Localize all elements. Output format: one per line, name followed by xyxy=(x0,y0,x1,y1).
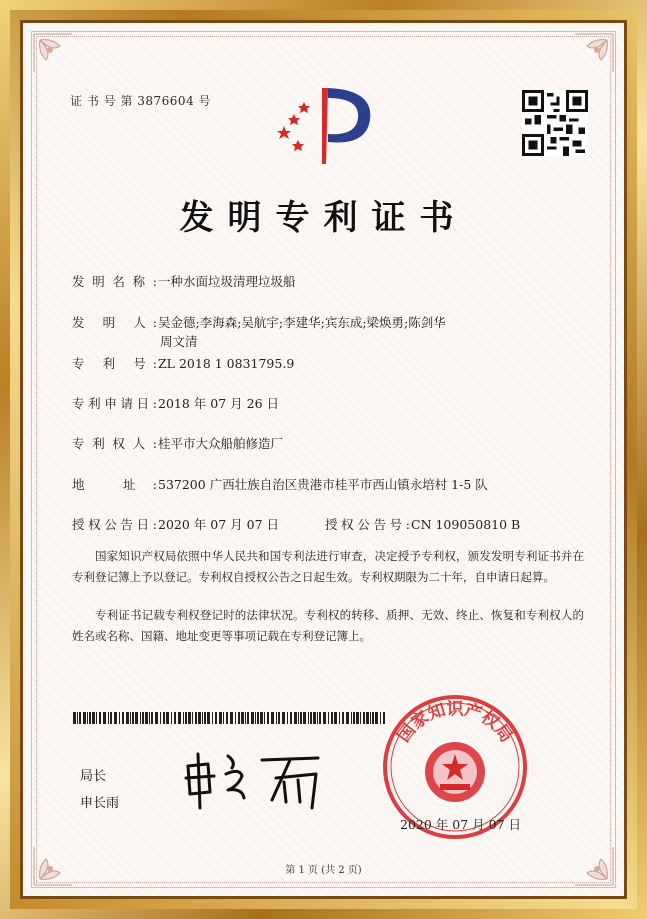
cnipa-logo-icon xyxy=(276,84,382,168)
svg-text:国家知识产权局 xyxy=(394,699,516,746)
corner-ornament-icon xyxy=(32,827,92,887)
inventors-continued: 周文清 xyxy=(160,334,198,349)
signatory-name: 申长雨 xyxy=(80,796,120,811)
invention-name-label: 发明名称: xyxy=(72,274,158,289)
body-paragraph-1: 国家知识产权局依照中华人民共和国专利法进行审查，决定授予专利权，颁发发明专利证书并在专利登记簿上予以登记。专利权自授权公告之日起生效。专利权期限为二十年，自申请日起算。 xyxy=(72,549,584,584)
patentee: 桂平市大众船舶修造厂 xyxy=(158,436,284,451)
filing-date-label: 专利申请日: xyxy=(72,396,158,411)
patent-number: ZL 2018 1 0831795.9 xyxy=(158,356,295,371)
patent-number-row xyxy=(72,354,294,372)
barcode-icon xyxy=(73,712,385,724)
grant-number-label: 授权公告号: xyxy=(325,517,411,532)
seal-date: 2020 年 07 月 07 日 xyxy=(400,817,521,832)
patent-number-label: 专 利 号: xyxy=(72,356,158,371)
filing-date-row xyxy=(72,394,279,412)
filing-date: 2018 年 07 月 26 日 xyxy=(158,396,279,411)
address: 537200 广西壮族自治区贵港市桂平市西山镇永培村 1-5 队 xyxy=(158,477,488,492)
address-label: 地 址: xyxy=(72,477,158,492)
inventors-row xyxy=(72,313,446,331)
inventors-label: 发 明 人: xyxy=(72,315,158,330)
certificate-title: 发明专利证书 xyxy=(179,198,468,238)
certificate-number: 证 书 号 第 3876604 号 xyxy=(70,94,212,108)
invention-name: 一种水面垃圾清理垃圾船 xyxy=(158,274,296,289)
handwritten-signature xyxy=(180,738,330,818)
patentee-row xyxy=(72,434,283,452)
invention-name-row xyxy=(72,272,296,290)
body-paragraph-2: 专利证书记载专利权登记时的法律状况。专利权的转移、质押、无效、终止、恢复和专利权人的姓名或名称、国籍、地址变更等事项记载在专利登记簿上。 xyxy=(72,608,584,643)
patentee-label: 专利权人: xyxy=(72,436,158,451)
corner-ornament-icon xyxy=(555,32,615,92)
grant-date-label: 授权公告日: xyxy=(72,517,158,532)
seal-text: 国家知识产权局 xyxy=(393,699,517,747)
qr-code-icon xyxy=(522,90,588,156)
inventors: 吴金德;李海森;吴航宇;李建华;宾东成;梁焕勇;陈剑华 xyxy=(158,315,446,330)
page-number: 第 1 页 (共 2 页) xyxy=(285,865,362,876)
corner-ornament-icon xyxy=(32,32,92,92)
grant-date: 2020 年 07 月 07 日 xyxy=(158,517,279,532)
signatory-title: 局长 xyxy=(80,769,107,784)
grant-date-row xyxy=(72,515,279,533)
address-row xyxy=(72,475,488,493)
corner-ornament-icon xyxy=(555,827,615,887)
grant-number: CN 109050810 B xyxy=(411,517,521,532)
grant-number-row xyxy=(325,515,520,533)
